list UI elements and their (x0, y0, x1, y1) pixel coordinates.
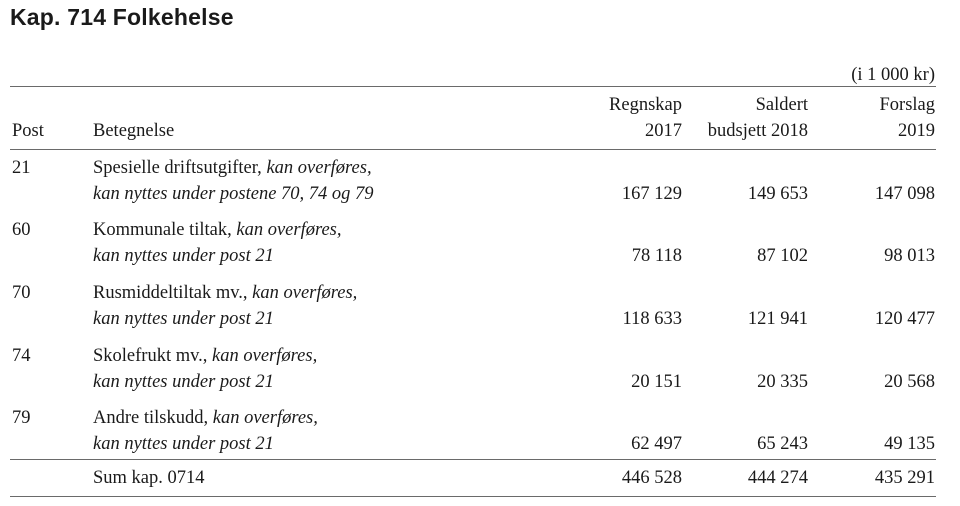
row-description (93, 343, 317, 395)
row-forslag-2019: 120 477 (874, 309, 935, 329)
row-name: Skolefrukt mv., (93, 346, 208, 366)
row-regnskap-2017: 62 497 (631, 434, 682, 454)
row-description (93, 217, 342, 269)
row-name: Andre tilskudd, (93, 408, 209, 428)
sum-top-rule (10, 459, 936, 460)
row-post: 60 (12, 220, 31, 240)
row-post: 21 (12, 158, 31, 178)
row-saldert-2018: 65 243 (757, 434, 808, 454)
header-forslag-line2: 2019 (898, 121, 935, 141)
sum-saldert-2018: 444 274 (747, 468, 808, 488)
row-note: kan nyttes under postene 70, 74 og 79 (93, 184, 374, 204)
row-saldert-2018: 121 941 (747, 309, 808, 329)
row-forslag-2019: 20 568 (884, 372, 935, 392)
header-saldert-line2: budsjett 2018 (707, 121, 808, 141)
table-row (0, 343, 960, 395)
row-post: 74 (12, 346, 31, 366)
row-description (93, 155, 374, 207)
row-forslag-2019: 49 135 (884, 434, 935, 454)
sum-forslag-2019: 435 291 (874, 468, 935, 488)
sum-row (0, 465, 960, 493)
row-name: Spesielle driftsutgifter, (93, 158, 262, 178)
page-title: Kap. 714 Folkehelse (10, 4, 234, 30)
row-note: kan nyttes under post 21 (93, 434, 274, 454)
row-note: kan overføres, (266, 158, 372, 178)
table-row (0, 155, 960, 207)
row-saldert-2018: 149 653 (747, 184, 808, 204)
header-betegnelse: Betegnelse (93, 121, 175, 141)
row-post: 79 (12, 408, 31, 428)
row-regnskap-2017: 118 633 (622, 309, 682, 329)
row-name: Rusmiddeltiltak mv., (93, 283, 248, 303)
row-note: kan overføres, (212, 346, 318, 366)
unit-note: (i 1 000 kr) (851, 65, 935, 85)
header-forslag-line1: Forslag (879, 95, 935, 115)
row-forslag-2019: 147 098 (874, 184, 935, 204)
row-note: kan nyttes under post 21 (93, 309, 274, 329)
header-post: Post (12, 121, 44, 141)
header-regnskap-line1: Regnskap (609, 95, 682, 115)
row-name: Kommunale tiltak, (93, 220, 232, 240)
row-description (93, 280, 357, 332)
header-forslag-2019 (880, 92, 936, 144)
table-top-rule (10, 86, 936, 87)
row-note: kan overføres, (212, 408, 318, 428)
header-regnskap-2017 (609, 92, 682, 144)
row-note: kan nyttes under post 21 (93, 372, 274, 392)
table-row (0, 405, 960, 457)
header-saldert-line1: Saldert (755, 95, 808, 115)
row-note: kan nyttes under post 21 (93, 246, 274, 266)
sum-label: Sum kap. 0714 (93, 468, 205, 488)
header-regnskap-line2: 2017 (645, 121, 682, 141)
row-regnskap-2017: 167 129 (621, 184, 682, 204)
header-saldert-budsjett-2018 (708, 92, 808, 144)
row-note: kan overføres, (252, 283, 358, 303)
row-saldert-2018: 20 335 (757, 372, 808, 392)
row-forslag-2019: 98 013 (884, 246, 935, 266)
table-bottom-rule (10, 496, 936, 497)
row-regnskap-2017: 20 151 (631, 372, 682, 392)
table-row (0, 217, 960, 269)
sum-regnskap-2017: 446 528 (621, 468, 682, 488)
header-bottom-rule (10, 149, 936, 150)
row-regnskap-2017: 78 118 (631, 246, 682, 266)
row-note: kan overføres, (236, 220, 342, 240)
row-saldert-2018: 87 102 (757, 246, 808, 266)
table-row (0, 280, 960, 332)
row-description (93, 405, 318, 457)
row-post: 70 (12, 283, 31, 303)
